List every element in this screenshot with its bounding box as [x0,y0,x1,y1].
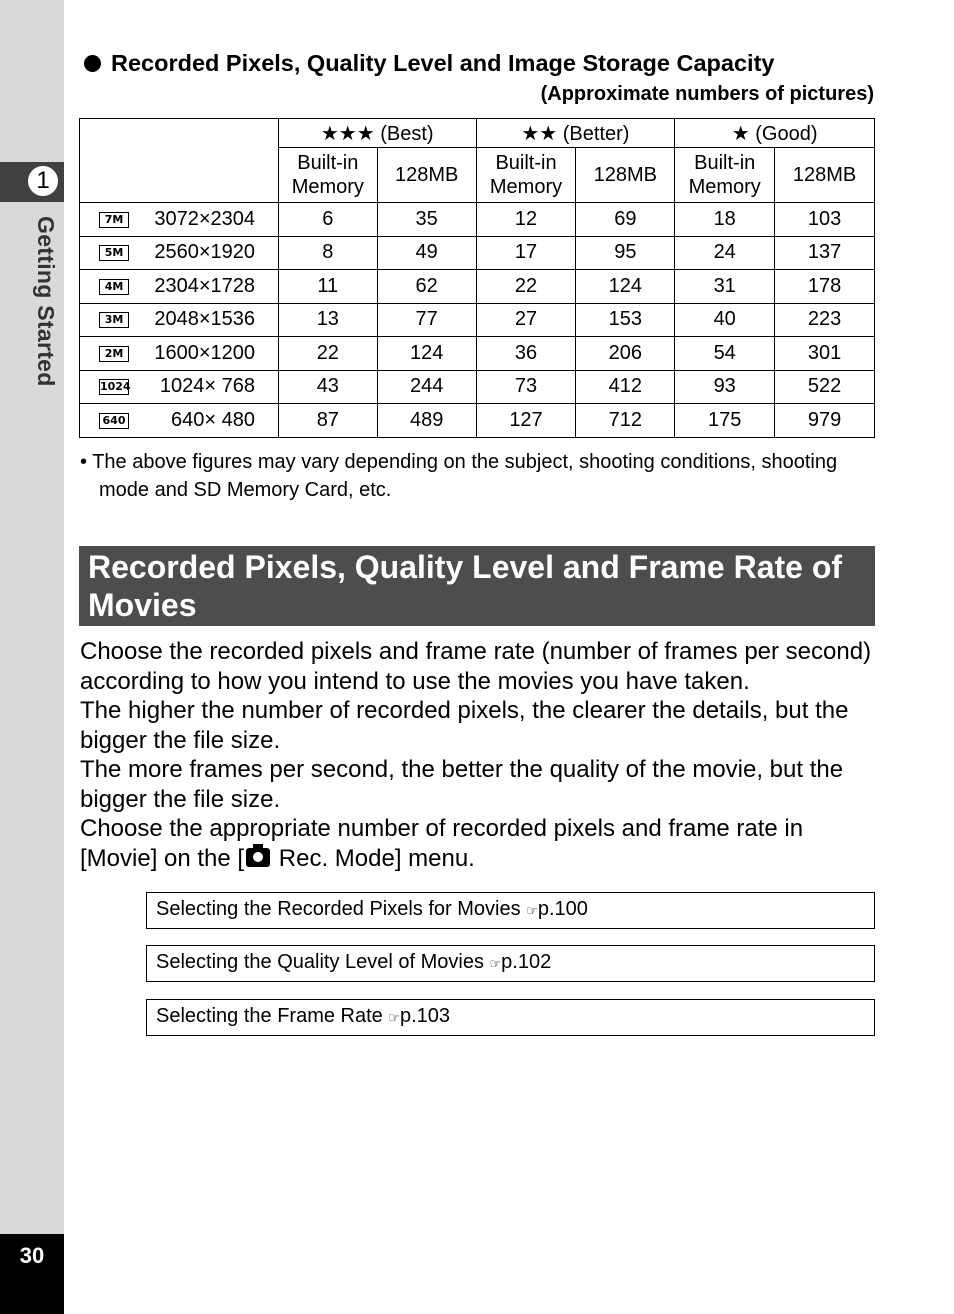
capacity-cell: 62 [377,270,476,304]
memory-header: 128MB [377,148,476,203]
resolution-text: 2304×1728 [154,274,255,297]
resolution-icon: 3M [99,312,129,328]
capacity-cell: 206 [576,337,675,371]
pointing-hand-icon: ☞ [526,904,538,919]
capacity-cell: 31 [675,270,775,304]
approx-note: (Approximate numbers of pictures) [540,83,874,105]
memory-header: Built-in Memory [476,148,576,203]
resolution-cell [80,370,279,404]
resolution-cell [80,404,279,438]
capacity-cell: 6 [278,203,377,237]
capacity-cell: 412 [576,370,675,404]
body-paragraph: Choose the recorded pixels and frame rate (number of frames per second) according to how you intend to use the movies you have taken. [80,638,872,695]
resolution-cell [80,303,279,337]
resolution-icon: 1024 [100,380,131,394]
capacity-cell: 35 [377,203,476,237]
capacity-cell: 712 [576,404,675,438]
capacity-cell: 137 [775,236,875,270]
capacity-cell: 223 [775,303,875,337]
resolution-text: 640× 480 [171,408,255,431]
resolution-icon: 7M [99,212,129,228]
capacity-cell: 153 [576,303,675,337]
resolution-text: 1024× 768 [159,375,255,398]
body-paragraph-menu: Choose the appropriate number of recorded pixels and frame rate in [Movie] on the [ Rec. Mode] menu. [80,815,804,872]
table-row [80,303,875,337]
quality-header-good: ★ (Good) [675,119,875,148]
capacity-cell: 127 [476,404,576,438]
resolution-cell [80,203,279,237]
resolution-text: 2048×1536 [154,308,255,331]
resolution-text: 3072×2304 [154,207,255,230]
capacity-cell: 103 [775,203,875,237]
memory-header: 128MB [775,148,875,203]
capacity-cell: 93 [675,370,775,404]
table-row [80,236,875,270]
pointing-hand-icon: ☞ [489,957,502,972]
capacity-cell: 979 [775,404,875,438]
storage-footnote: • The above figures may vary depending on the subject, shooting conditions, shooting mode and SD Memory Card, etc. [80,451,838,501]
table-row [80,203,875,237]
movie-section-title: Recorded Pixels, Quality Level and Frame Rate of Movies [79,546,875,626]
storage-section-heading [84,50,774,77]
reference-recorded-pixels[interactable]: Selecting the Recorded Pixels for Movies ☞p.100 [146,892,875,929]
capacity-cell: 22 [476,270,576,304]
capacity-cell: 12 [476,203,576,237]
table-corner-cell [80,119,279,203]
table-row [80,404,875,438]
resolution-cell [80,236,279,270]
resolution-icon: 2M [99,346,129,362]
capacity-cell: 489 [377,404,476,438]
capacity-cell: 95 [576,236,675,270]
page-number: 30 [19,1243,45,1268]
memory-header: Built-in Memory [675,148,775,203]
capacity-cell: 27 [476,303,576,337]
resolution-icon: 5M [99,245,129,261]
capacity-cell: 11 [278,270,377,304]
capacity-cell: 54 [675,337,775,371]
movie-section-body [80,637,880,873]
capacity-cell: 69 [576,203,675,237]
capacity-cell: 124 [576,270,675,304]
quality-header-best: ★★★ (Best) [278,119,476,148]
resolution-text: 2560×1920 [154,241,255,264]
camera-icon [246,848,270,867]
capacity-cell: 49 [377,236,476,270]
storage-heading-text: Recorded Pixels, Quality Level and Image Storage Capacity [111,50,775,76]
resolution-cell [80,337,279,371]
resolution-text: 1600×1200 [154,341,255,364]
capacity-cell: 22 [278,337,377,371]
resolution-cell [80,270,279,304]
capacity-cell: 8 [278,236,377,270]
capacity-cell: 178 [775,270,875,304]
capacity-cell: 17 [476,236,576,270]
capacity-cell: 77 [377,303,476,337]
capacity-cell: 13 [278,303,377,337]
chapter-label: Getting Started [33,216,59,387]
bullet-icon [84,55,101,72]
table-row [80,370,875,404]
body-paragraph: The more frames per second, the better the quality of the movie, but the bigger the file size. [80,756,844,813]
body-paragraph: The higher the number of recorded pixels, the clearer the details, but the bigger the file size. [80,697,849,754]
memory-header: Built-in Memory [278,148,377,203]
resolution-icon: 640 [99,413,129,429]
capacity-cell: 40 [675,303,775,337]
pointing-hand-icon: ☞ [388,1011,400,1026]
storage-capacity-table [79,118,875,438]
capacity-cell: 244 [377,370,476,404]
reference-frame-rate[interactable]: Selecting the Frame Rate ☞p.103 [146,999,875,1036]
capacity-cell: 522 [775,370,875,404]
capacity-cell: 124 [377,337,476,371]
chapter-number: 1 [27,165,59,197]
capacity-cell: 301 [775,337,875,371]
capacity-cell: 43 [278,370,377,404]
resolution-icon: 4M [99,279,129,295]
table-row [80,270,875,304]
capacity-cell: 175 [675,404,775,438]
capacity-cell: 24 [675,236,775,270]
table-row [80,337,875,371]
capacity-cell: 36 [476,337,576,371]
quality-header-better: ★★ (Better) [476,119,675,148]
capacity-cell: 73 [476,370,576,404]
capacity-cell: 18 [675,203,775,237]
capacity-cell: 87 [278,404,377,438]
reference-quality-level[interactable]: Selecting the Quality Level of Movies ☞p.102 [146,945,875,982]
memory-header: 128MB [576,148,675,203]
